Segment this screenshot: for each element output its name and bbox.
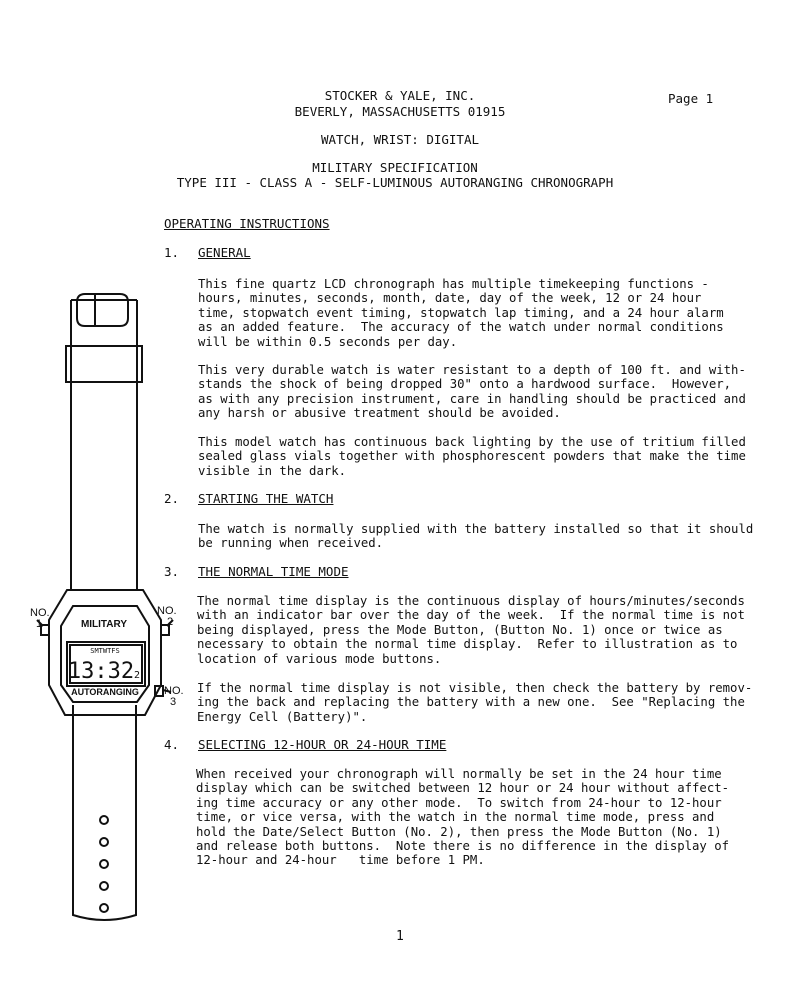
callout-button-3 — [164, 686, 184, 708]
callout-button-1 — [30, 608, 50, 630]
section-3-paragraph-2: If the normal time display is not visible, then check the battery by remov- ing the back and replacing the battery with a new one. See "Replacing the Energy Cell (Battery)". — [197, 681, 753, 724]
section-2-title: STARTING THE WATCH — [198, 491, 334, 506]
strap-hole-1 — [100, 816, 108, 824]
display-days: SMTWTFS — [90, 647, 120, 655]
section-4-heading — [164, 737, 446, 752]
lower-strap — [73, 705, 136, 920]
company-address: BEVERLY, MASSACHUSETTS 01915 — [294, 104, 506, 119]
callout-button-3-label: NO. — [164, 685, 184, 697]
buckle-icon — [77, 294, 128, 326]
strap-hole-4 — [100, 882, 108, 890]
section-1-title: GENERAL — [198, 245, 251, 260]
watch-bottom-label: AUTORANGING — [71, 687, 139, 697]
section-1-paragraph-1: This fine quartz LCD chronograph has multiple timekeeping functions - hours, minutes, seconds, month, date, day of the week, 12 or 24 hour time, stopwatch event timing, stopwatch lap timing, and a 24 hour alarm as an added feature. The accuracy of the watch under normal conditions will be within 0.5 seconds per day. — [198, 277, 724, 349]
section-3-paragraph-1: The normal time display is the continuous display of hours/minutes/seconds with an indicator bar over the day of the week. If the normal time is not being displayed, press the Mode Button, (Button No. 1) once or twice as necessary to obtain the normal time display. Refer to illustration as to location of various mode buttons. — [197, 594, 745, 666]
section-2-paragraph-1: The watch is normally supplied with the battery installed so that it should be running when received. — [198, 522, 754, 551]
callout-button-2 — [157, 606, 177, 628]
section-3-number: 3. — [164, 564, 180, 579]
section-4-number: 4. — [164, 737, 180, 752]
operating-instructions-title: OPERATING INSTRUCTIONS — [164, 216, 330, 231]
section-1-heading — [164, 245, 251, 260]
section-4-title: SELECTING 12-HOUR OR 24-HOUR TIME — [198, 737, 447, 752]
display-seconds: 2 — [133, 670, 141, 681]
upper-strap — [71, 300, 137, 590]
spec-line-1: MILITARY SPECIFICATION — [312, 160, 478, 175]
page-number: 1 — [396, 929, 404, 944]
callout-button-1-number: 1 — [36, 618, 43, 630]
watch-top-label: MILITARY — [80, 619, 128, 630]
spec-line-2: TYPE III - CLASS A - SELF-LUMINOUS AUTORANGING CHRONOGRAPH — [176, 175, 614, 190]
document-title: WATCH, WRIST: DIGITAL — [320, 132, 480, 147]
strap-hole-5 — [100, 904, 108, 912]
strap-keeper — [66, 346, 142, 382]
section-1-number: 1. — [164, 245, 180, 260]
section-1-paragraph-2: This very durable watch is water resistant to a depth of 100 ft. and with- stands the shock of being dropped 30" onto a hardwood surface. However, as with any precision instrument, care in handling should be practiced and any harsh or abusive treatment should be avoided. — [198, 363, 746, 421]
callout-button-3-number: 3 — [170, 696, 177, 708]
section-1-paragraph-3: This model watch has continuous back lighting by the use of tritium filled sealed glass vials together with phosphorescent powders that make the time visible in the dark. — [198, 435, 746, 478]
callout-button-1-label: NO. — [30, 607, 50, 619]
callout-button-2-number: 2 — [167, 616, 174, 628]
company-name: STOCKER & YALE, INC. — [324, 88, 476, 103]
section-2-number: 2. — [164, 491, 180, 506]
operating-instructions-heading — [164, 216, 330, 231]
section-4-paragraph-1: When received your chronograph will normally be set in the 24 hour time display which can be switched between 12 hour or 24 hour without affect- ing time accuracy or any other mode. To switch from 24-hour to 12-hour time, or vice versa, with the watch in the normal time mode, press and hold the Date/Select Button (No. 2), then press the Mode Button (No. 1) and release both buttons. Note there is no difference in the display of 12-hour and 24-hour time before 1 PM. — [196, 767, 730, 868]
callout-button-2-label: NO. — [157, 605, 177, 617]
strap-hole-2 — [100, 838, 108, 846]
page-label: Page 1 — [668, 91, 714, 106]
section-3-title: THE NORMAL TIME MODE — [198, 564, 349, 579]
display-time: 13:32 — [67, 659, 135, 684]
strap-hole-3 — [100, 860, 108, 868]
